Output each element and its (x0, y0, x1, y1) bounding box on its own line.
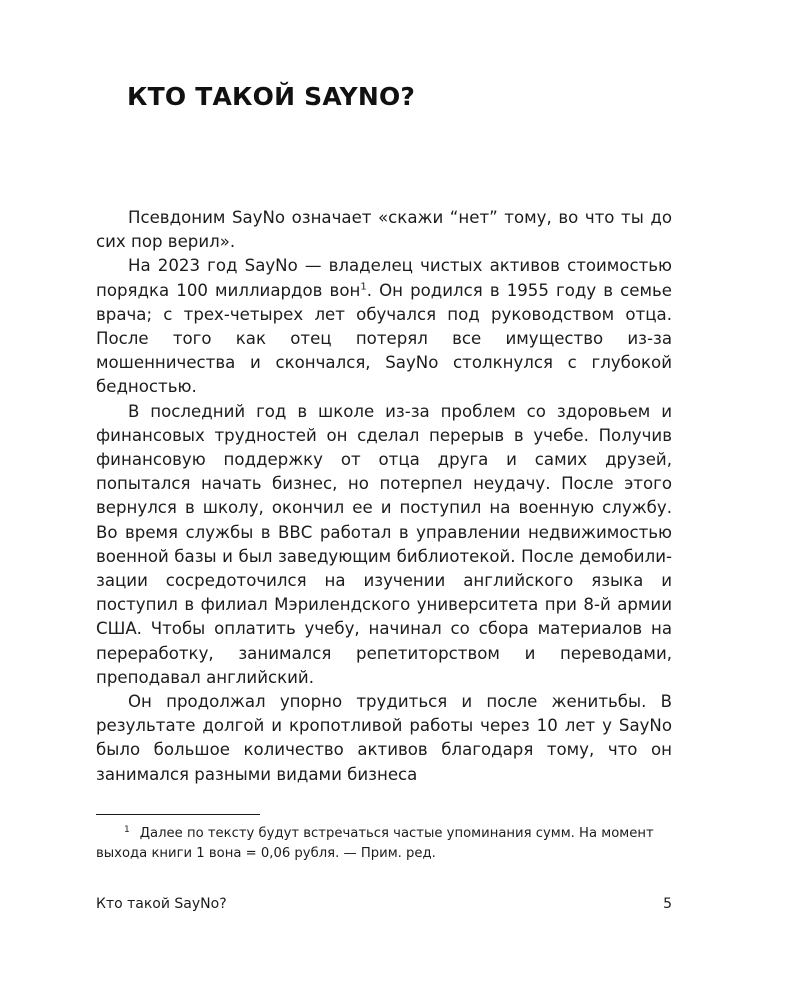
paragraph-3: В последний год в школе из-за проблем со здоровьем и финансовых трудностей он сделал перерыв в учебе. Получив финансовую поддержку от отца друга и самих друзей, попытался начать бизнес, но потерпел неудачу. После этого вернулся в школу, окончил ее и поступил на военную службу. Во время службы в ВВС работал в управлении недвижимостью военной базы и был заведующим библиотекой. После демобилизации сосредоточился на изучении английского языка и поступил в филиал Мэрилендского университета при 8-й армии США. Чтобы оплатить учебу, начинал со сбора материалов на переработку, занимался репетиторством и переводами, преподавал английский. (96, 401, 672, 687)
page-number: 5 (663, 896, 672, 912)
footnote (96, 824, 676, 864)
footnote-paragraph (96, 824, 676, 864)
paragraph-4: Он продолжал упорно трудиться и после женитьбы. В результате долгой и кропотливой работы через 10 лет у SayNo было большое количество активов благодаря тому, что он занимался разными видами бизнеса (96, 692, 672, 784)
chapter-title: КТО ТАКОЙ SAYNO? (127, 82, 416, 111)
footnote-divider (96, 814, 260, 815)
footnote-text: Далее по тексту будут встречаться частые упоминания сумм. На момент выхода книги 1 вона = 0,06 рубля. — Прим. ред. (96, 826, 654, 861)
running-footer-title: Кто такой SayNo? (96, 896, 227, 912)
footnote-mark: 1 (124, 824, 130, 835)
body-text (96, 206, 672, 787)
paragraph-1: Псевдоним SayNo означает «скажи “нет” тому, во что ты до сих пор верил». (96, 208, 672, 252)
paragraph-2 (96, 254, 672, 399)
paragraph-2-start: На 2023 год SayNo — владелец чистых активов стоимостью порядка 100 миллиардов вон (96, 256, 672, 300)
paragraph-2-end: . Он родился в 1955 году в семье врача; с трех-четырех лет обучался под руководством отца. После того как отец потерял все имущество из-за мошенничества и скончался, SayNo столкнулся с глубокой бедностью. (96, 280, 672, 397)
footnote-reference[interactable]: 1 (360, 281, 367, 293)
